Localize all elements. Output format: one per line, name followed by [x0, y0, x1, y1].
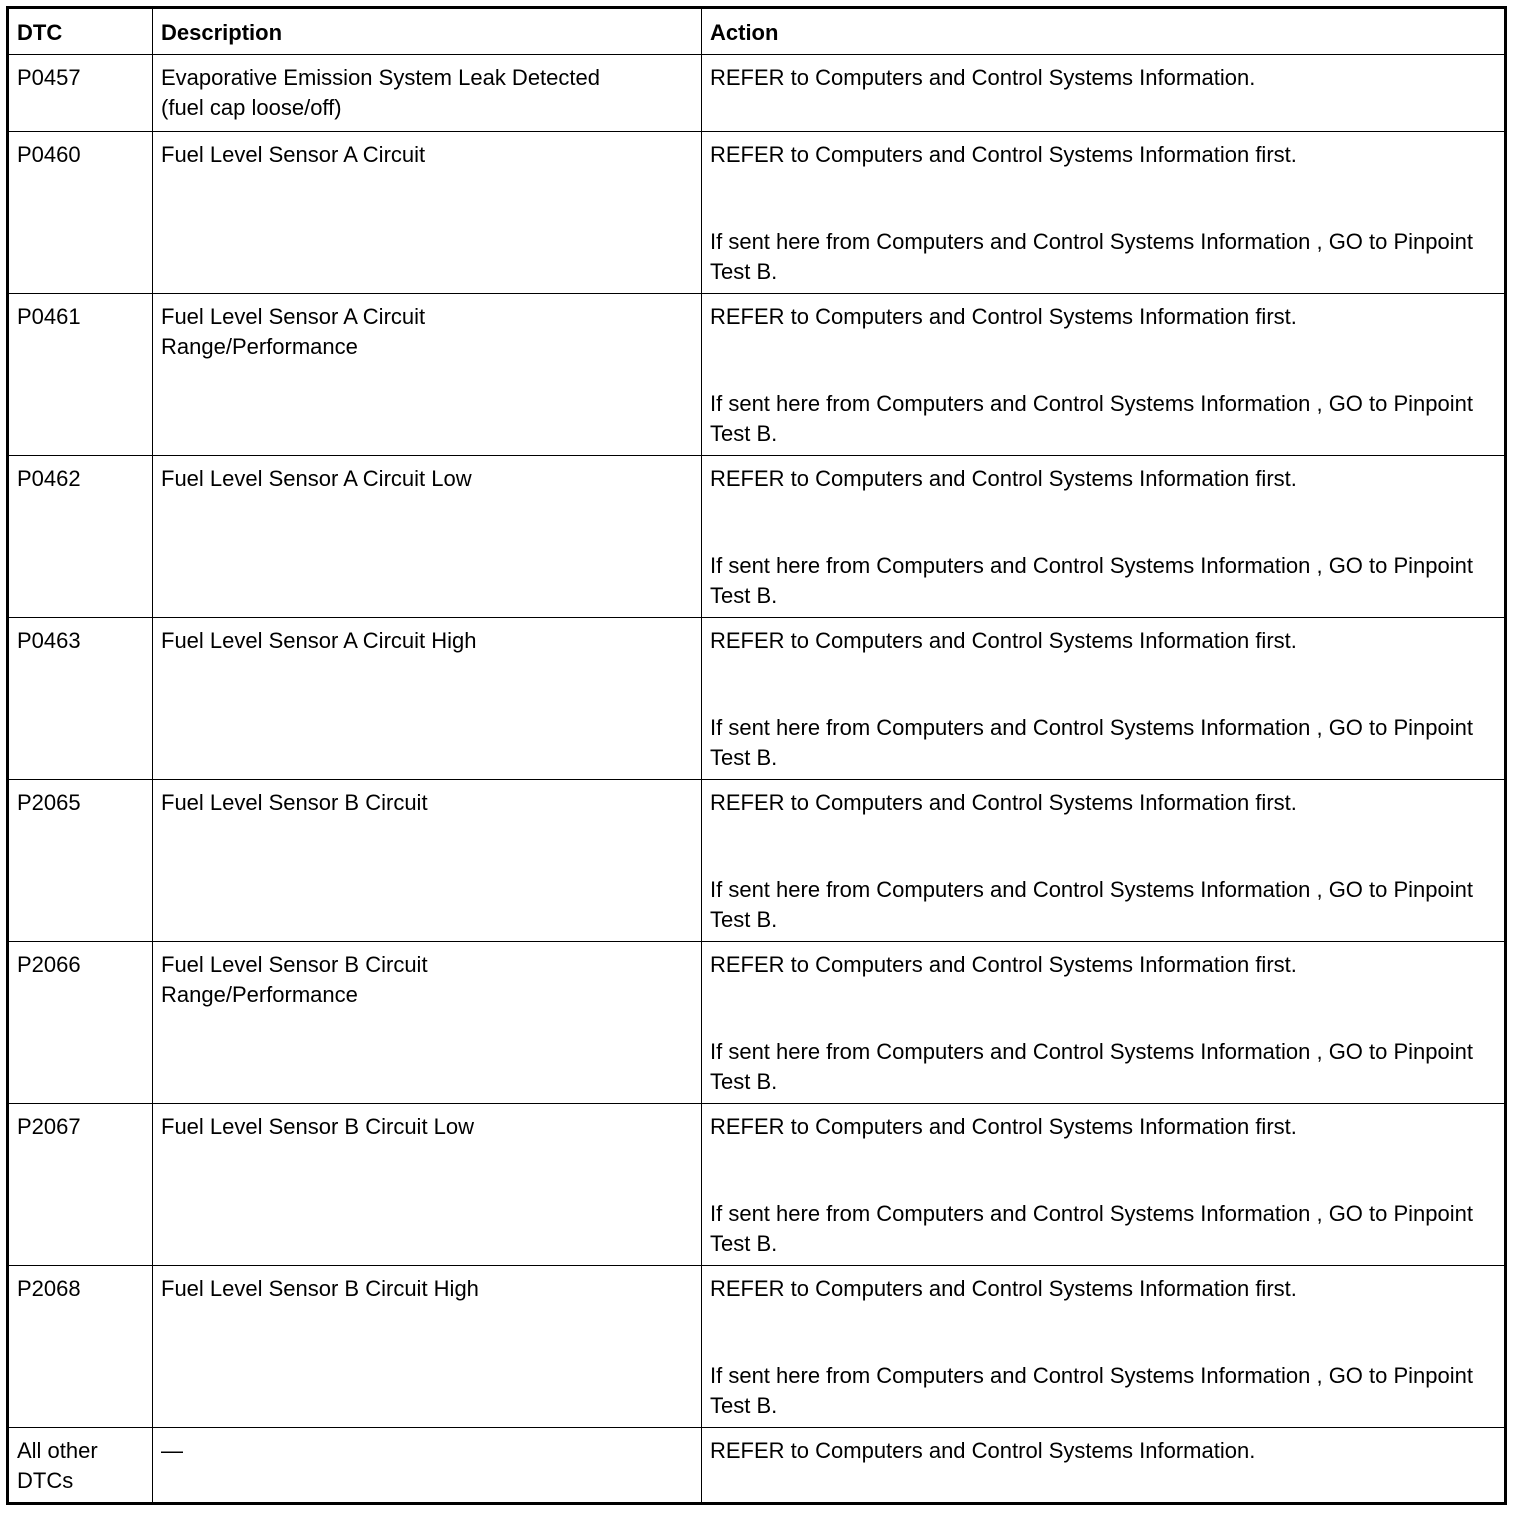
- action-text-pinpoint: If sent here from Computers and Control Systems Information , GO to Pinpoint Test B.: [710, 877, 1473, 932]
- cell-action: [702, 618, 1506, 780]
- dtc-code: P2067: [17, 1114, 81, 1139]
- cell-description: [153, 294, 702, 456]
- description-line: Fuel Level Sensor A Circuit Low: [161, 466, 472, 491]
- description-line: Evaporative Emission System Leak Detected: [161, 65, 600, 90]
- action-text: REFER to Computers and Control Systems Information.: [710, 65, 1256, 90]
- table-row: [8, 618, 1506, 780]
- cell-action: [702, 132, 1506, 294]
- table-header-row: [8, 8, 1506, 55]
- action-text: REFER to Computers and Control Systems Information first.: [710, 790, 1297, 815]
- table-row: [8, 1266, 1506, 1428]
- cell-description: [153, 1266, 702, 1428]
- cell-action: [702, 1104, 1506, 1266]
- dtc-code: P0463: [17, 628, 81, 653]
- action-text: REFER to Computers and Control Systems Information first.: [710, 142, 1297, 167]
- table-row: [8, 1104, 1506, 1266]
- header-description: Description: [153, 8, 702, 55]
- description-line: Fuel Level Sensor B Circuit Low: [161, 1114, 475, 1139]
- description-line: (fuel cap loose/off): [161, 95, 342, 120]
- cell-description: [153, 132, 702, 294]
- dtc-code: P2068: [17, 1276, 81, 1301]
- action-text-pinpoint: If sent here from Computers and Control Systems Information , GO to Pinpoint Test B.: [710, 1201, 1473, 1256]
- action-text: REFER to Computers and Control Systems Information.: [710, 1438, 1256, 1463]
- table-row: [8, 780, 1506, 942]
- cell-description: [153, 780, 702, 942]
- cell-dtc: [8, 132, 153, 294]
- description-line: Fuel Level Sensor B Circuit: [161, 952, 428, 977]
- dtc-code: P0457: [17, 65, 81, 90]
- action-text: REFER to Computers and Control Systems Information first.: [710, 628, 1297, 653]
- dtc-code: P0461: [17, 304, 81, 329]
- action-text-pinpoint: If sent here from Computers and Control Systems Information , GO to Pinpoint Test B.: [710, 715, 1473, 770]
- table-row: [8, 294, 1506, 456]
- cell-description: [153, 55, 702, 132]
- description-line: Fuel Level Sensor A Circuit High: [161, 628, 477, 653]
- table-row: [8, 942, 1506, 1104]
- description-line: Fuel Level Sensor B Circuit: [161, 790, 428, 815]
- cell-dtc: [8, 1428, 153, 1504]
- cell-action: [702, 1266, 1506, 1428]
- action-text-pinpoint: If sent here from Computers and Control Systems Information , GO to Pinpoint Test B.: [710, 1039, 1473, 1094]
- description-line: Fuel Level Sensor A Circuit: [161, 304, 426, 329]
- cell-action: [702, 1428, 1506, 1504]
- action-text: REFER to Computers and Control Systems Information first.: [710, 952, 1297, 977]
- dtc-code: All other DTCs: [17, 1438, 98, 1493]
- cell-dtc: [8, 1104, 153, 1266]
- cell-action: [702, 294, 1506, 456]
- action-text: REFER to Computers and Control Systems Information first.: [710, 466, 1297, 491]
- description-line: —: [161, 1438, 183, 1463]
- dtc-table: [6, 6, 1507, 1505]
- dtc-code: P0462: [17, 466, 81, 491]
- description-line: Range/Performance: [161, 334, 358, 359]
- header-dtc: DTC: [8, 8, 153, 55]
- action-text: REFER to Computers and Control Systems Information first.: [710, 304, 1297, 329]
- header-action: Action: [702, 8, 1506, 55]
- table-row: [8, 132, 1506, 294]
- cell-description: [153, 1104, 702, 1266]
- action-text: REFER to Computers and Control Systems Information first.: [710, 1114, 1297, 1139]
- action-text-pinpoint: If sent here from Computers and Control Systems Information , GO to Pinpoint Test B.: [710, 1363, 1473, 1418]
- cell-action: [702, 55, 1506, 132]
- action-text: REFER to Computers and Control Systems Information first.: [710, 1276, 1297, 1301]
- description-line: Range/Performance: [161, 982, 358, 1007]
- cell-dtc: [8, 1266, 153, 1428]
- dtc-code: P2065: [17, 790, 81, 815]
- dtc-code: P0460: [17, 142, 81, 167]
- cell-description: [153, 942, 702, 1104]
- cell-action: [702, 456, 1506, 618]
- cell-dtc: [8, 294, 153, 456]
- cell-dtc: [8, 618, 153, 780]
- table-row: [8, 456, 1506, 618]
- cell-dtc: [8, 456, 153, 618]
- cell-action: [702, 942, 1506, 1104]
- table-row: [8, 55, 1506, 132]
- cell-description: [153, 618, 702, 780]
- action-text-pinpoint: If sent here from Computers and Control Systems Information , GO to Pinpoint Test B.: [710, 229, 1473, 284]
- action-text-pinpoint: If sent here from Computers and Control Systems Information , GO to Pinpoint Test B.: [710, 553, 1473, 608]
- cell-action: [702, 780, 1506, 942]
- description-line: Fuel Level Sensor A Circuit: [161, 142, 426, 167]
- cell-description: [153, 456, 702, 618]
- cell-dtc: [8, 780, 153, 942]
- action-text-pinpoint: If sent here from Computers and Control Systems Information , GO to Pinpoint Test B.: [710, 391, 1473, 446]
- cell-dtc: [8, 55, 153, 132]
- table-row: [8, 1428, 1506, 1504]
- description-line: Fuel Level Sensor B Circuit High: [161, 1276, 479, 1301]
- cell-description: [153, 1428, 702, 1504]
- cell-dtc: [8, 942, 153, 1104]
- dtc-code: P2066: [17, 952, 81, 977]
